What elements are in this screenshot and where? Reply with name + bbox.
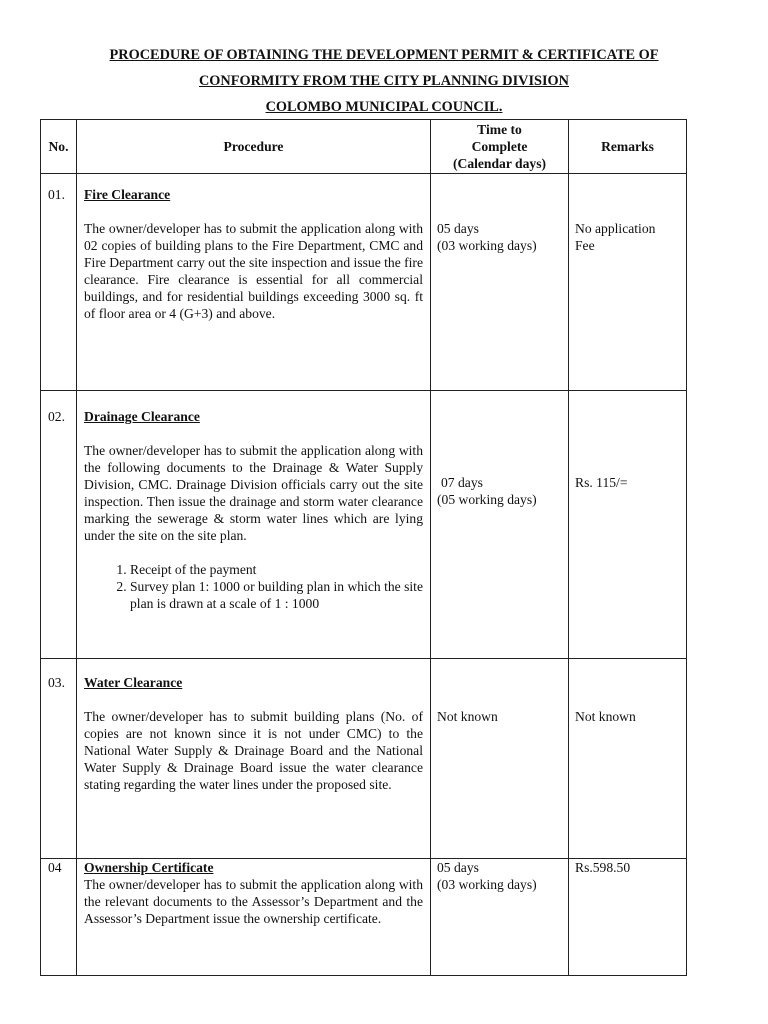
- procedure-heading: Drainage Clearance: [84, 409, 200, 424]
- time-days: Not known: [437, 709, 498, 724]
- list-item: 2. Survey plan 1: 1000 or building plan in which the site plan is drawn at a scale of 1 : 1000: [130, 578, 423, 612]
- table-row: [41, 391, 687, 659]
- procedure-body: The owner/developer has to submit the application along with 02 copies of building plans to the Fire Department, CMC and Fire Department carry out the site inspection and issue the fire clearance. Fire clearance is essential for all commercial buildings, and for residential buildings exceeding 3000 sq. ft of floor area or 4 (G+3) and above.: [84, 221, 423, 321]
- time-days: 05 days: [437, 860, 479, 875]
- procedure-heading: Ownership Certificate: [84, 860, 214, 875]
- remarks-cell: [569, 174, 687, 391]
- row-number: 02.: [41, 391, 77, 659]
- procedure-cell: [77, 391, 431, 659]
- remark-line1: Rs. 115/=: [575, 475, 628, 490]
- table-row: [41, 174, 687, 391]
- procedure-body: The owner/developer has to submit building plans (No. of copies are not known since it is not under CMC) to the National Water Supply & Drainage Board and the National Water Supply & Drainage Board issue the water clearance stating regarding the water lines under the proposed site.: [84, 709, 423, 792]
- table-row: [41, 859, 687, 976]
- remarks-cell: [569, 659, 687, 859]
- header-procedure: Procedure: [77, 120, 431, 174]
- header-time-line1: Time to: [477, 122, 522, 137]
- table-row: [41, 659, 687, 859]
- title-line-2: CONFORMITY FROM THE CITY PLANNING DIVISION: [198, 73, 570, 89]
- remarks-cell: [569, 391, 687, 659]
- row-number: 04: [41, 859, 77, 976]
- procedure-cell: [77, 659, 431, 859]
- time-days: 07 days: [441, 475, 483, 490]
- time-working-days: (05 working days): [437, 492, 537, 507]
- remark-line1: No application: [575, 221, 656, 236]
- required-documents-list: [84, 561, 423, 612]
- row-number: 01.: [41, 174, 77, 391]
- procedure-body: The owner/developer has to submit the application along with the relevant documents to the Assessor’s Department and the Assessor’s Department issue the ownership certificate.: [84, 877, 423, 926]
- header-time: [431, 120, 569, 174]
- document-title: [40, 42, 728, 120]
- header-time-line3: (Calendar days): [452, 156, 547, 171]
- remark-line2: Fee: [575, 238, 595, 253]
- time-cell: [431, 859, 569, 976]
- header-no: No.: [41, 120, 77, 174]
- title-line-1: PROCEDURE OF OBTAINING THE DEVELOPMENT PERMIT & CERTIFICATE OF: [109, 47, 659, 63]
- time-cell: [431, 391, 569, 659]
- title-line-3: COLOMBO MUNICIPAL COUNCIL.: [265, 99, 503, 115]
- time-working-days: (03 working days): [437, 877, 537, 892]
- remark-line1: Rs.598.50: [575, 860, 631, 875]
- list-item: 1. Receipt of the payment: [130, 561, 423, 578]
- procedure-table: [40, 119, 687, 976]
- remarks-cell: [569, 859, 687, 976]
- procedure-heading: Water Clearance: [84, 675, 183, 690]
- time-cell: [431, 659, 569, 859]
- row-number: 03.: [41, 659, 77, 859]
- procedure-cell: [77, 859, 431, 976]
- procedure-heading: Fire Clearance: [84, 187, 171, 202]
- time-days: 05 days: [437, 221, 479, 236]
- procedure-body: The owner/developer has to submit the application along with the following documents to the Drainage & Water Supply Division, CMC. Drainage Division officials carry out the site inspection. Then issue the drainage and storm water clearance marking the sewerage & storm water lines which are lying under the site on the site plan.: [84, 443, 423, 543]
- remark-line1: Not known: [575, 709, 636, 724]
- table-header-row: [41, 120, 687, 174]
- time-cell: [431, 174, 569, 391]
- header-time-line2: Complete: [471, 139, 528, 154]
- header-remarks: Remarks: [569, 120, 687, 174]
- time-working-days: (03 working days): [437, 238, 537, 253]
- procedure-cell: [77, 174, 431, 391]
